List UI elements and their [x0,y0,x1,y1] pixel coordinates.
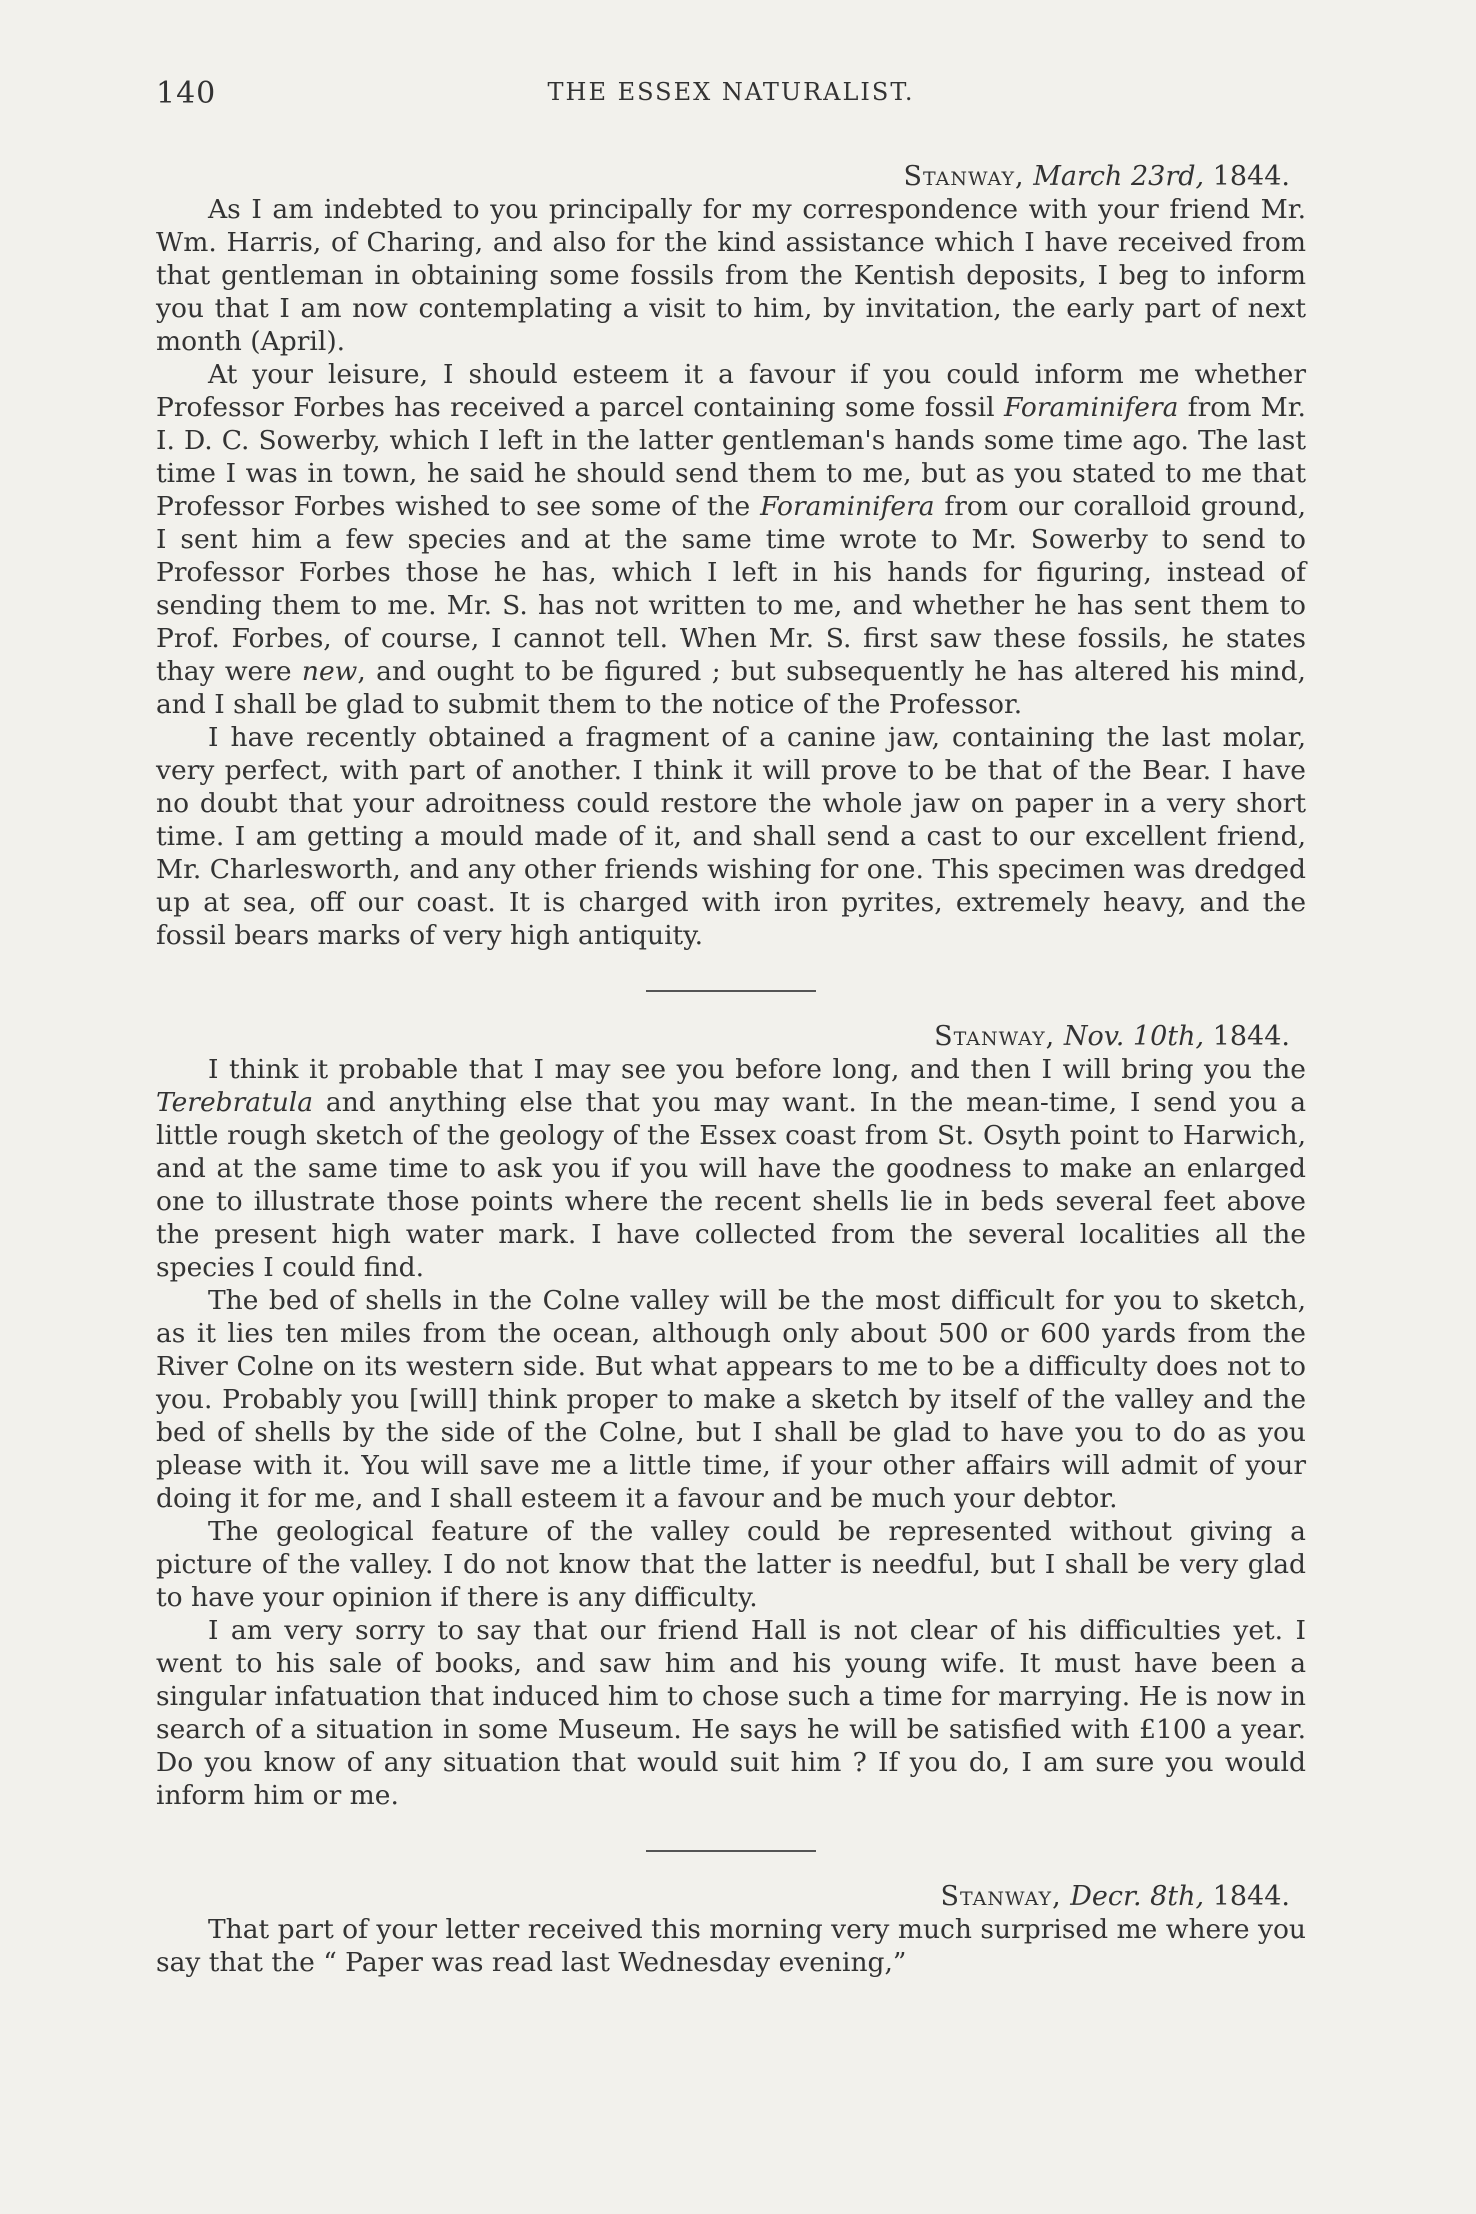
dateline-place: Stanway, [940,1881,1062,1912]
italic-term: Foraminifera [760,491,935,522]
text-run: At your leisure, I should esteem it a favour if you could inform me whether Professor Forbes has received a parcel containing some fossil [156,359,1306,423]
journal-title: THE ESSEX NATURALIST. [547,78,915,106]
letter-march-1844 [156,160,1306,952]
dateline-date: Decr. 8th, [1070,1881,1205,1912]
text-run: I think it probable that I may see you before long, and then I will bring you the [208,1054,1306,1085]
section-divider [646,1850,816,1852]
dateline [156,160,1306,193]
text-run: The bed of shells in the Colne valley will be the most difficult for you to sketch, as it lies ten miles from the ocean, although only about 500 or 600 yards from the River Colne on its western side. But what appears to me to be a difficulty does not to you. Probably you [will] think proper to make a sketch by itself of the valley and the bed of shells by the side of the Colne, but I shall be glad to have you to do as you please with it. You will save me a little time, if your other affairs will admit of your doing it for me, and I shall esteem it a favour and be much your debtor. [156,1285,1306,1514]
dateline-place: Stanway, [934,1021,1056,1052]
italic-term: new [301,656,358,687]
document-page [156,76,1306,1979]
section-divider [646,990,816,992]
paragraph [156,1053,1306,1284]
italic-term: Foraminifera [1003,392,1179,423]
text-run: I am very sorry to say that our friend Hall is not clear of his difficulties yet. I went to his sale of books, and saw him and his young wife. It must have been a singular infatuation that induced him to chose such a time for marrying. He is now in search of a situation in some Museum. He says he will be satisfied with £100 a year. Do you know of any situation that would suit him ? If you do, I am sure you would inform him or me. [156,1615,1306,1811]
paragraph [156,1614,1306,1812]
text-run: , and ought to be figured ; but subsequently he has altered his mind, and I shall be glad to submit them to the notice of the Professor. [156,656,1306,720]
running-head [156,76,1306,120]
text-run: from our coralloid ground, I sent him a few species and at the same time wrote to Mr. Sowerby to send to Professor Forbes those he has, which I left in his hands for figuring, instead of sending them to me. Mr. S. has not written to me, and whether he has sent them to Prof. Forbes, of course, I cannot tell. When Mr. S. first saw these fossils, he states thay were [156,491,1306,687]
letter-november-1844 [156,1020,1306,1812]
dateline-place: Stanway, [903,161,1025,192]
letter-december-1844 [156,1880,1306,1979]
text-run: As I am indebted to you principally for my correspondence with your friend Mr. Wm. Harris, of Charing, and also for the kind assistance which I have received from that gentleman in obtaining some fossils from the Kentish deposits, I beg to inform you that I am now contemplating a visit to him, by invitation, the early part of next month (April). [156,194,1306,357]
text-run: and anything else that you may want. In the mean-time, I send you a little rough sketch of the geology of the Essex coast from St. Osyth point to Harwich, and at the same time to ask you if you will have the goodness to make an enlarged one to illustrate those points where the recent shells lie in beds several feet above the present high water mark. I have collected from the several localities all the species I could find. [156,1087,1306,1283]
dateline [156,1020,1306,1053]
text-run: I have recently obtained a fragment of a canine jaw, containing the last molar, very perfect, with part of another. I think it will prove to be that of the Bear. I have no doubt that your adroitness could restore the whole jaw on paper in a very short time. I am getting a mould made of it, and shall send a cast to our excellent friend, Mr. Charlesworth, and any other friends wishing for one. This specimen was dredged up at sea, off our coast. It is charged with iron pyrites, extremely heavy, and the fossil bears marks of very high antiquity. [156,722,1306,951]
paragraph [156,193,1306,358]
paragraph [156,358,1306,721]
paragraph [156,721,1306,952]
dateline-date: Nov. 10th, [1063,1021,1205,1052]
dateline-date: March 23rd, [1033,161,1205,192]
text-run: The geological feature of the valley could be represented without giving a picture of the valley. I do not know that the latter is needful, but I shall be very glad to have your opinion if there is any difficulty. [156,1516,1306,1613]
paragraph [156,1284,1306,1515]
italic-term: Terebratula [156,1087,314,1118]
paragraph [156,1515,1306,1614]
text-run: from Mr. I. D. C. Sowerby, which I left in the latter gentleman's hands some time ago. The last time I was in town, he said he should send them to me, but as you stated to me that Professor Forbes wished to see some of the [156,392,1306,522]
paragraph [156,1913,1306,1979]
dateline-year: 1844. [1212,1881,1290,1912]
page-number: 140 [156,76,217,111]
text-run: That part of your letter received this morning very much surprised me where you say that the “ Paper was read last Wednesday evening,” [156,1914,1306,1978]
dateline-year: 1844. [1212,161,1290,192]
dateline [156,1880,1306,1913]
dateline-year: 1844. [1212,1021,1290,1052]
